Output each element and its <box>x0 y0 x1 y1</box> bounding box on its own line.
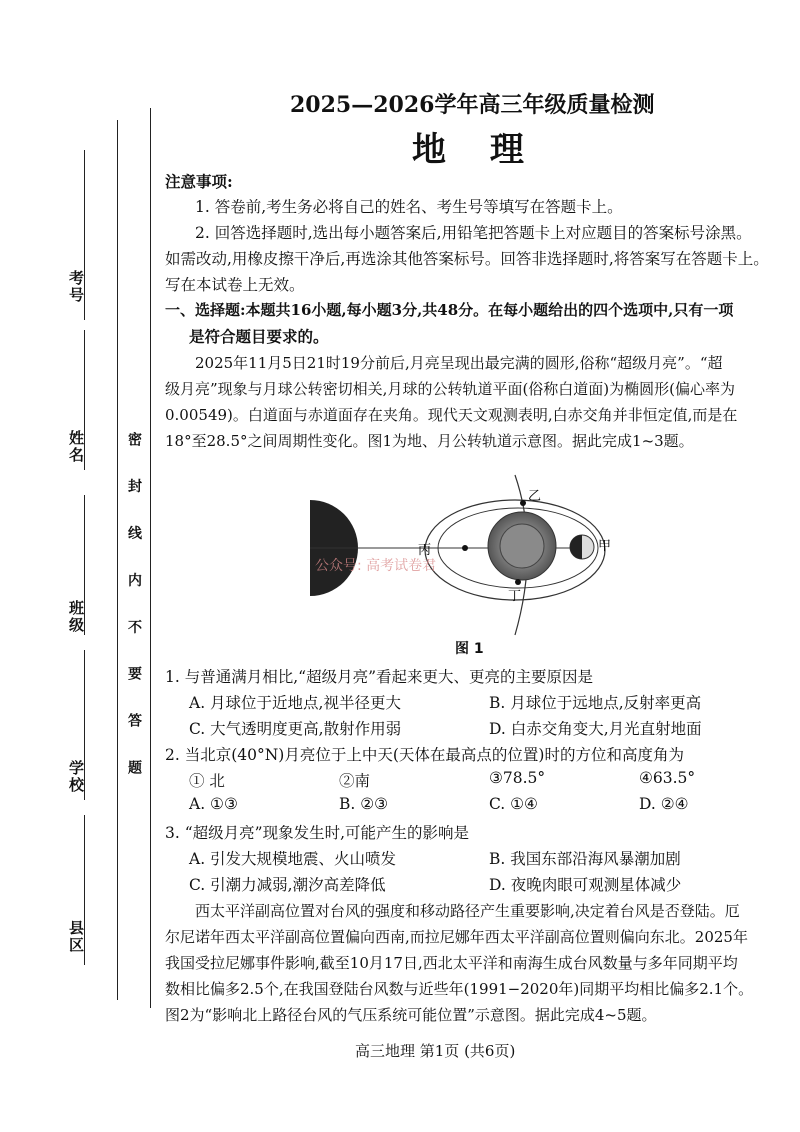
seal-notice: 密 封 线 内 不 要 答 题 <box>126 432 142 789</box>
question-2-option-c[interactable]: C. ①④ <box>489 795 538 813</box>
label-jia: 甲 <box>598 539 612 554</box>
passage1-line-2: 级月亮”现象与月球公转密切相关,月球的公转轨道平面(俗称白道面)为椭圆形(偏心率为 <box>165 380 735 398</box>
binding-line-inner <box>150 108 151 1008</box>
notice-item-2-cont: 如需改动,用橡皮擦干净后,再选涂其他答案标号。回答非选择题时,将答案写在答题卡上。 <box>165 250 769 268</box>
passage2-line-3: 我国受拉尼娜事件影响,截至10月17日,西北太平洋和南海生成台风数量与多年同期平均 <box>165 954 738 972</box>
section1-heading-cont: 是符合题目要求的。 <box>189 327 329 346</box>
question-2-option-b[interactable]: B. ②③ <box>339 795 389 813</box>
margin-blank-class[interactable] <box>84 495 85 635</box>
passage2-line-1: 西太平洋副高位置对台风的强度和移动路径产生重要影响,决定着台风是否登陆。厄 <box>195 902 740 920</box>
question-2-option-d[interactable]: D. ②④ <box>639 795 689 813</box>
point-bing <box>462 545 468 551</box>
subject-title: 地 理 <box>412 130 540 170</box>
notice-heading: 注意事项: <box>165 172 233 191</box>
exam-title: 2025—2026学年高三年级质量检测 <box>290 92 655 118</box>
passage2-line-5: 图2为“影响北上路径台风的气压系统可能位置”示意图。据此完成4~5题。 <box>165 1006 657 1024</box>
notice-item-2-end: 写在本试卷上无效。 <box>165 276 305 294</box>
question-3-option-b[interactable]: B. 我国东部沿海风暴潮加剧 <box>489 850 681 868</box>
question-3-option-d[interactable]: D. 夜晚肉眼可观测星体减少 <box>489 876 682 894</box>
margin-blank-exam-number[interactable] <box>84 150 85 320</box>
passage1-line-1: 2025年11月5日21时19分前后,月亮呈现出最完满的圆形,俗称“超级月亮”。“超 <box>195 354 723 372</box>
watermark: 公众号: 高考试卷君 <box>315 558 437 574</box>
figure-1-orbit-diagram <box>290 470 630 640</box>
notice-item-1: 1. 答卷前,考生务必将自己的姓名、考生号等填写在答题卡上。 <box>195 198 623 216</box>
label-ding: 丁 <box>508 589 522 604</box>
notice-item-2: 2. 回答选择题时,选出每小题答案后,用铅笔把答题卡上对应题目的答案标号涂黑。 <box>195 224 752 242</box>
question-3-stem: 3. “超级月亮”现象发生时,可能产生的影响是 <box>165 824 469 842</box>
margin-blank-school[interactable] <box>84 650 85 800</box>
margin-field-county: 县区 <box>67 920 85 954</box>
passage2-line-4: 数相比偏多2.5个,在我国登陆台风数与近些年(1991−2020年)同期平均相比偏多2.1个。 <box>165 980 754 998</box>
passage1-line-3: 0.00549)。白道面与赤道面存在夹角。现代天文观测表明,白赤交角并非恒定值,而是在 <box>165 406 738 424</box>
question-1-option-b[interactable]: B. 月球位于远地点,反射率更高 <box>489 694 702 712</box>
section1-heading: 一、选择题:本题共16小题,每小题3分,共48分。在每小题给出的四个选项中,只有一项 <box>165 301 734 319</box>
question-1-option-a[interactable]: A. 月球位于近地点,视半径更大 <box>189 694 401 712</box>
question-3-option-c[interactable]: C. 引潮力减弱,潮汐高差降低 <box>189 876 386 894</box>
passage1-line-4: 18°至28.5°之间周期性变化。图1为地、月公转轨道示意图。据此完成1~3题。 <box>165 432 694 450</box>
point-ding <box>515 579 521 585</box>
question-2-choice-1: ① 北 <box>189 772 225 790</box>
question-1-option-d[interactable]: D. 白赤交角变大,月光直射地面 <box>489 720 702 738</box>
margin-blank-county[interactable] <box>84 815 85 965</box>
question-1-option-c[interactable]: C. 大气透明度更高,散射作用弱 <box>189 720 402 738</box>
margin-blank-name[interactable] <box>84 330 85 470</box>
point-yi <box>520 500 526 506</box>
label-bing: 丙 <box>418 543 432 558</box>
question-2-choice-2: ②南 <box>339 772 371 790</box>
page-footer: 高三地理 第1页 (共6页) <box>355 1042 516 1060</box>
figure-1-caption: 图 1 <box>455 641 484 657</box>
margin-field-name: 姓名 <box>67 430 85 464</box>
margin-field-exam-number: 考号 <box>67 270 85 304</box>
binding-line-outer <box>117 120 118 1000</box>
question-2-stem: 2. 当北京(40°N)月亮位于上中天(天体在最高点的位置)时的方位和高度角为 <box>165 746 684 764</box>
question-1-stem: 1. 与普通满月相比,“超级月亮”看起来更大、更亮的主要原因是 <box>165 668 593 686</box>
question-2-option-a[interactable]: A. ①③ <box>189 795 238 813</box>
question-2-choice-4: ④63.5° <box>639 769 696 787</box>
margin-field-school: 学校 <box>67 760 85 794</box>
question-2-choice-3: ③78.5° <box>489 769 546 787</box>
margin-field-class: 班级 <box>67 600 85 634</box>
passage2-line-2: 尔尼诺年西太平洋副高位置偏向西南,而拉尼娜年西太平洋副高位置则偏向东北。2025年 <box>165 928 748 946</box>
question-3-option-a[interactable]: A. 引发大规模地震、火山喷发 <box>189 850 397 868</box>
label-yi: 乙 <box>528 489 542 504</box>
